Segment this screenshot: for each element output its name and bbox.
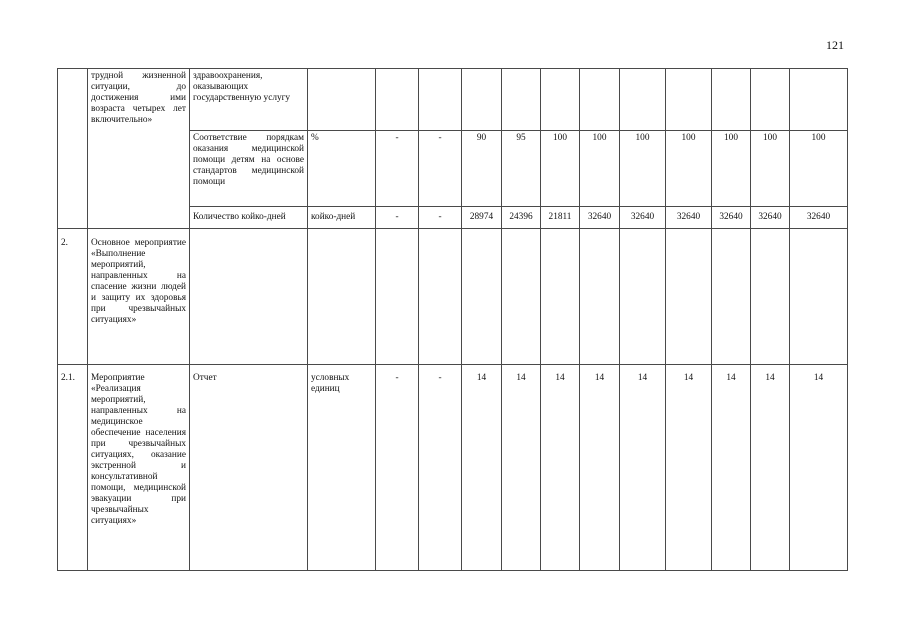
- unit-cell: условных единиц: [308, 365, 376, 571]
- unit-cell: %: [308, 131, 376, 207]
- value-cell: 100: [620, 131, 666, 207]
- value-cell: 14: [751, 365, 790, 571]
- unit-cell: [308, 229, 376, 365]
- row-number-cell: 2.1.: [58, 365, 88, 571]
- value-cell: [751, 229, 790, 365]
- value-cell: [502, 229, 541, 365]
- value-cell: [502, 69, 541, 131]
- event-cell: трудной жизненной ситуации, до достижения ими возраста четырех лет включительно»: [88, 69, 190, 229]
- value-cell: 100: [580, 131, 620, 207]
- value-cell: [580, 229, 620, 365]
- value-cell: 32640: [620, 207, 666, 229]
- unit-cell: [308, 69, 376, 131]
- value-cell: [790, 69, 848, 131]
- row-number-cell: [58, 69, 88, 229]
- value-cell: 14: [620, 365, 666, 571]
- value-cell: [751, 69, 790, 131]
- table-row: [58, 229, 848, 365]
- value-cell: 95: [502, 131, 541, 207]
- value-cell: [712, 69, 751, 131]
- value-cell: 32640: [580, 207, 620, 229]
- value-cell: [541, 229, 580, 365]
- value-cell: 32640: [712, 207, 751, 229]
- value-cell: [580, 69, 620, 131]
- value-cell: 32640: [751, 207, 790, 229]
- row-number-cell: 2.: [58, 229, 88, 365]
- indicator-name-cell: Отчет: [190, 365, 308, 571]
- event-cell: Основное мероприятие «Выполнение мероприятий, направленных на спасение жизни людей и защиту их здоровья при чрезвычайных ситуациях»: [88, 229, 190, 365]
- value-cell: [419, 229, 462, 365]
- value-cell: 100: [666, 131, 712, 207]
- value-cell: 32640: [666, 207, 712, 229]
- value-cell: 24396: [502, 207, 541, 229]
- value-cell: 100: [751, 131, 790, 207]
- value-cell: [419, 69, 462, 131]
- value-cell: [462, 69, 502, 131]
- value-cell: [620, 69, 666, 131]
- value-cell: [620, 229, 666, 365]
- value-cell: [712, 229, 751, 365]
- value-cell: [376, 69, 419, 131]
- value-cell: 90: [462, 131, 502, 207]
- table-row: [58, 365, 848, 571]
- value-cell: [790, 229, 848, 365]
- indicator-name-cell: Соответствие порядкам оказания медицинской помощи детям на основе стандартов медицинской помощи: [190, 131, 308, 207]
- value-cell: [666, 229, 712, 365]
- page-number: 121: [826, 38, 844, 52]
- value-cell: [666, 69, 712, 131]
- value-cell: 28974: [462, 207, 502, 229]
- value-cell: -: [376, 365, 419, 571]
- value-cell: 14: [712, 365, 751, 571]
- value-cell: [541, 69, 580, 131]
- indicator-name-cell: [190, 229, 308, 365]
- value-cell: 32640: [790, 207, 848, 229]
- value-cell: 100: [541, 131, 580, 207]
- value-cell: 14: [580, 365, 620, 571]
- indicator-name-cell: Количество койко-дней: [190, 207, 308, 229]
- value-cell: 100: [712, 131, 751, 207]
- value-cell: 21811: [541, 207, 580, 229]
- value-cell: -: [419, 365, 462, 571]
- value-cell: [376, 229, 419, 365]
- table-row: [58, 69, 848, 131]
- value-cell: -: [419, 131, 462, 207]
- value-cell: 14: [541, 365, 580, 571]
- value-cell: 100: [790, 131, 848, 207]
- value-cell: -: [419, 207, 462, 229]
- indicator-name-cell: здравоохранения, оказывающих государственную услугу: [190, 69, 308, 131]
- value-cell: -: [376, 207, 419, 229]
- value-cell: -: [376, 131, 419, 207]
- value-cell: [462, 229, 502, 365]
- value-cell: 14: [790, 365, 848, 571]
- program-indicators-table: [57, 68, 848, 571]
- unit-cell: койко-дней: [308, 207, 376, 229]
- value-cell: 14: [462, 365, 502, 571]
- value-cell: 14: [502, 365, 541, 571]
- event-cell: Мероприятие «Реализация мероприятий, направленных на медицинское обеспечение населения при чрезвычайных ситуациях, оказание экстренной и консультативной помощи, медицинской эвакуации при чрезвычайных ситуациях»: [88, 365, 190, 571]
- value-cell: 14: [666, 365, 712, 571]
